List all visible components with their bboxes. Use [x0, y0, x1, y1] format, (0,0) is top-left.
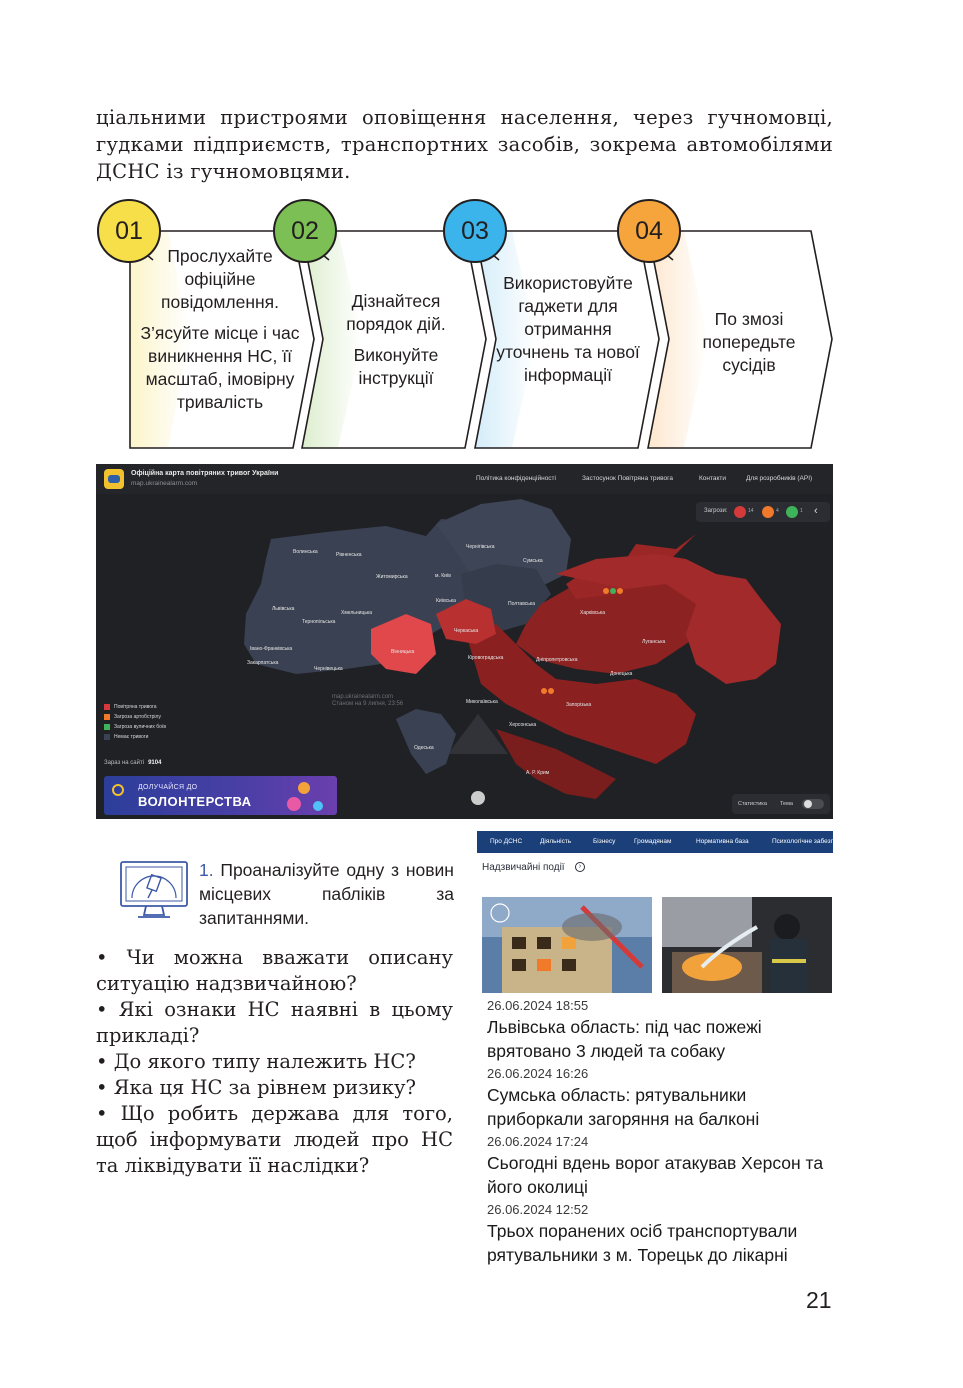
region-label: Херсонська — [509, 722, 537, 728]
region-label: Запорізька — [566, 702, 592, 708]
dsns-nav-activity[interactable]: Діяльність — [540, 838, 572, 845]
step-3-number: 03 — [443, 199, 507, 263]
question-item: • Що робить держава для того, щоб інформувати людей про НС та ліквідувати її наслідки? — [96, 1102, 454, 1177]
threat-marker-2 — [610, 588, 616, 594]
map-footer-controls — [732, 794, 830, 814]
dsns-nav-psychology[interactable]: Психологічне забезпечення — [772, 838, 856, 845]
task-instruction: Проаналізуйте одну з новин місцевих пабліків за запитаннями. — [199, 860, 454, 928]
threat-artillery-icon[interactable] — [762, 506, 774, 518]
step-2-number: 02 — [273, 199, 337, 263]
task-number: 1. — [199, 860, 214, 880]
monitor-analysis-icon — [118, 860, 190, 922]
step-3-line-1: Використовуйте гаджети для отримання уточнень та нової інформації — [496, 273, 640, 385]
threat-street-count: 1 — [800, 508, 803, 514]
region-label: Донецька — [610, 671, 633, 677]
map-nav-privacy[interactable]: Політика конфіденційності — [476, 475, 556, 482]
question-text: Що робить держава для того, щоб інформувати людей про НС та ліквідувати її наслідки? — [96, 1102, 454, 1177]
arrow-right-circle-icon[interactable]: › — [575, 862, 585, 872]
question-text: Яка ця НС за рівнем ризику? — [113, 1076, 416, 1099]
legend-label: Загроза артобстрілу — [114, 714, 161, 720]
legend-swatch — [104, 734, 110, 740]
region-label: Львівська — [272, 606, 295, 612]
threat-air-icon[interactable] — [734, 506, 746, 518]
step-1-line-2: З’ясуйте місце і час виникнення НС, її масштаб, імовірну тривалість — [140, 323, 300, 412]
map-nav-api[interactable]: Для розробників (API) — [746, 475, 813, 482]
dsns-nav-business[interactable]: Бізнесу — [593, 838, 616, 845]
volunteer-small-text: ДОЛУЧАЙСЯ ДО — [138, 784, 198, 791]
threat-marker-5 — [548, 688, 554, 694]
legend-label: Загроза вуличних боїв — [114, 724, 166, 730]
question-item: • Які ознаки НС наявні в цьому прикладі? — [96, 998, 453, 1047]
map-nav-contacts[interactable]: Контакти — [699, 475, 727, 482]
step-4-number: 04 — [617, 199, 681, 263]
map-header — [96, 464, 833, 494]
region-label: Волинська — [293, 549, 318, 555]
region-label: Хмельницька — [341, 610, 373, 616]
stats-link[interactable]: Статистика — [738, 801, 767, 807]
region-label: Кіровоградська — [468, 655, 504, 661]
dsns-nav-citizens[interactable]: Громадянам — [634, 838, 672, 845]
legend-row — [104, 732, 166, 742]
legend-label: Повітряна тривога — [114, 704, 157, 710]
step-4-line-1: По змозі попередьте сусідів — [702, 309, 796, 375]
chevron-left-icon[interactable]: ‹ — [814, 505, 818, 517]
legend-swatch — [104, 704, 110, 710]
region-label: Миколаївська — [466, 699, 498, 705]
map-url: map.ukrainealarm.com — [131, 480, 198, 487]
step-3-text — [494, 272, 642, 395]
legend-swatch — [104, 714, 110, 720]
legend-row — [104, 722, 166, 732]
alarm-map-screenshot — [96, 464, 833, 819]
dsns-nav-regulations[interactable]: Нормативна база — [696, 838, 749, 845]
step-2-line-1: Дізнайтеся порядок дій. — [346, 291, 446, 334]
step-2-line-2: Виконуйте інструкції — [353, 345, 439, 388]
threat-marker-3 — [617, 588, 623, 594]
dsns-section-heading[interactable]: Надзвичайні події — [482, 862, 565, 873]
region-label: Івано-Франківська — [250, 646, 293, 652]
intro-paragraph: ціальними пристроями оповіщення населення, через гучномовці, гудками підприємств, транспортних засобів, зокрема автомобілями ДСНС із гучномовцями. — [96, 106, 833, 183]
step-1-number: 01 — [97, 199, 161, 263]
news-title[interactable]: Трьох поранених осіб транспортували рятувальники з м. Торецьк до лікарні — [487, 1221, 798, 1265]
legend-row — [104, 712, 166, 722]
legend-row — [104, 702, 166, 712]
step-1-text — [140, 245, 300, 422]
question-list — [96, 945, 453, 1179]
region-label: Одеська — [414, 745, 434, 751]
region-label: Харківська — [580, 610, 605, 616]
watermark-url: map.ukrainealarm.com — [332, 694, 394, 700]
legend-swatch — [104, 724, 110, 730]
region-label: Вінницька — [391, 649, 415, 655]
map-region-odesa — [396, 709, 456, 774]
threat-marker-4 — [541, 688, 547, 694]
map-legend — [104, 702, 166, 742]
fire-building-illustration — [482, 897, 652, 993]
location-button[interactable] — [471, 791, 485, 805]
map-logo-icon — [104, 469, 124, 489]
region-label: Дніпропетровська — [536, 657, 578, 663]
map-nav-app[interactable]: Застосунок Повітряна тривога — [582, 475, 673, 482]
map-title: Офіційна карта повітряних тривог України — [131, 470, 279, 477]
watermark-date: Станом на 9 липня, 23:56 — [332, 701, 404, 707]
question-item: • Чи можна вважати описану ситуацію надзвичайною? — [96, 946, 453, 995]
step-1-line-1: Прослухайте офіційне повідомлення. — [161, 246, 279, 312]
volunteer-banner[interactable] — [104, 776, 337, 815]
region-label: Сумська — [523, 558, 543, 564]
region-label: Закарпатська — [247, 660, 279, 666]
news-title[interactable]: Львівська область: під час пожежі врятовано 3 людей та собаку — [487, 1017, 762, 1061]
legend-label: Немає тривоги — [114, 734, 149, 740]
news-date: 26.06.2024 16:26 — [487, 1066, 589, 1081]
firefighter-illustration — [662, 897, 832, 993]
theme-label: Тема — [780, 801, 793, 807]
region-label: Тернопільська — [302, 619, 336, 625]
map-watermark — [332, 694, 403, 708]
theme-toggle[interactable] — [802, 799, 824, 809]
news-title[interactable]: Сьогодні вдень ворог атакував Херсон та його околиці — [487, 1153, 824, 1197]
online-count: 9104 — [148, 760, 162, 766]
region-label: Чернівецька — [314, 666, 343, 672]
threats-panel — [696, 502, 830, 522]
question-text: Які ознаки НС наявні в цьому прикладі? — [96, 998, 453, 1047]
threat-artillery-count: 4 — [776, 508, 779, 514]
step-2-text — [332, 290, 460, 398]
news-date: 26.06.2024 17:24 — [487, 1134, 589, 1149]
question-text: Чи можна вважати описану ситуацію надзвичайною? — [96, 946, 453, 995]
threats-label: Загрози: — [704, 508, 728, 514]
task-text — [199, 858, 454, 930]
step-4-text — [684, 308, 814, 385]
region-label: Київська — [436, 598, 456, 604]
dsns-nav-bar — [477, 831, 856, 853]
region-label: Житомирська — [376, 574, 408, 580]
region-label: А. Р. Крим — [526, 770, 550, 776]
volunteer-big-text: ВОЛОНТЕРСТВА — [138, 794, 252, 809]
region-label: Полтавська — [508, 601, 535, 607]
region-label: Рівненська — [336, 552, 362, 558]
threat-street-icon[interactable] — [786, 506, 798, 518]
steps-diagram — [0, 0, 963, 470]
news-photo-fire-building[interactable] — [482, 897, 652, 993]
threat-air-count: 14 — [748, 508, 754, 514]
news-photo-firefighter[interactable] — [662, 897, 832, 993]
page-number: 21 — [806, 1287, 832, 1313]
online-label: Зараз на сайті — [104, 760, 145, 766]
region-label: Черкаська — [454, 628, 479, 634]
question-item: • Яка ця НС за рівнем ризику? — [96, 1076, 416, 1099]
region-label: м. Київ — [435, 573, 451, 579]
news-date: 26.06.2024 12:52 — [487, 1202, 589, 1217]
question-text: До якого типу належить НС? — [113, 1050, 416, 1073]
question-item: • До якого типу належить НС? — [96, 1050, 416, 1073]
news-date: 26.06.2024 18:55 — [487, 998, 589, 1013]
news-title[interactable]: Сумська область: рятувальники приборкали загоряння на балконі — [487, 1085, 760, 1129]
dsns-nav-about[interactable]: Про ДСНС — [490, 838, 523, 845]
region-label: Луганська — [642, 639, 666, 645]
threat-marker-1 — [603, 588, 609, 594]
online-counter — [104, 760, 161, 766]
region-label: Чернігівська — [466, 544, 495, 550]
